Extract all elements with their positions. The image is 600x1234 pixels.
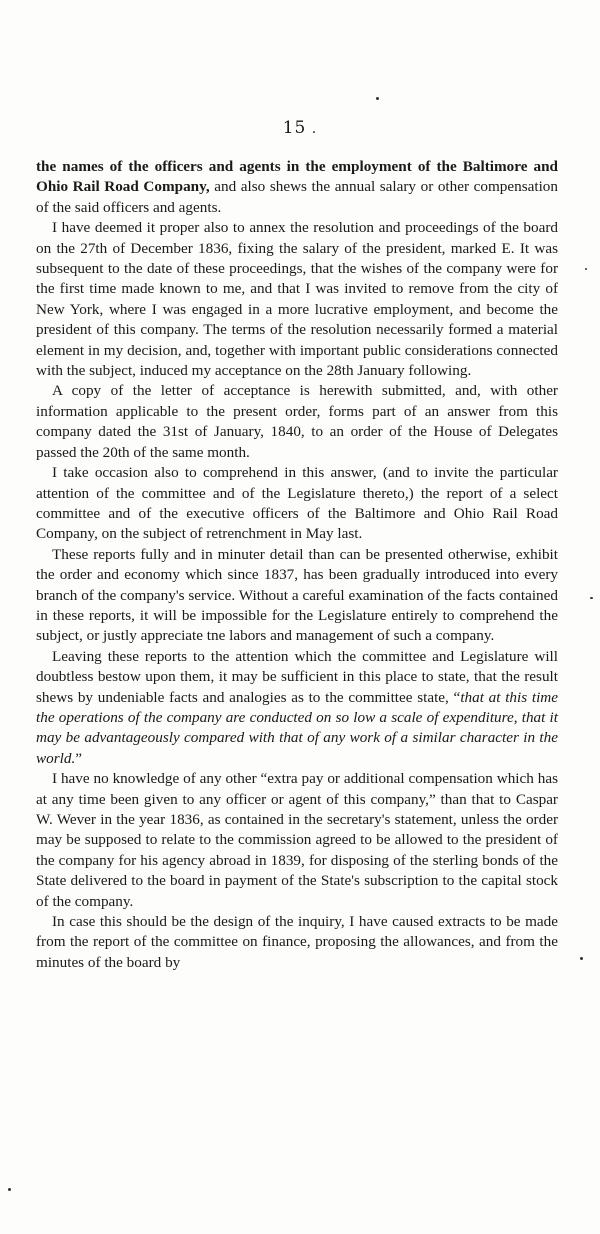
- page-number-text: 15: [282, 118, 307, 138]
- paragraph-5: These reports fully and in minuter detail than can be presented otherwise, exhibit the order and economy which since 1837, has been gradually introduced into every branch of the company's service. Without a careful examination of the facts contained in these reports, it will be impossible for the Legislature entirely to comprehend the subject, or justly appreciate tne labors and management of such a company.: [36, 545, 558, 645]
- paragraph-1: [36, 157, 558, 218]
- paragraph-3: A copy of the letter of acceptance is herewith submitted, and, with other information applicable to the present order, forms part of an answer from this company dated the 31st of January, 1840, to an order of the House of Delegates passed the 20th of the same month.: [36, 382, 558, 461]
- page-number-dot: .: [306, 121, 318, 137]
- paragraph-6: [36, 647, 558, 769]
- paragraph-6-italic-quote: that at this time the operations of the company are conducted on so low a scale of expenditure, that it may be advantageously compared with that of any work of a similar character in the world.: [36, 688, 559, 767]
- paragraph-7: I have no knowledge of any other “extra pay or additional compensation which has at any time been given to any officer or agent of this company,” than that to Caspar W. Wever in the year 1836, as contained in the secretary's statement, unless the order may be supposed to relate to the commission agreed to be allowed to the president of the company for his agency abroad in 1839, for disposing of the sterling bonds of the State delivered to the board in payment of the State's subscription to the capital stock of the company.: [36, 770, 558, 910]
- paragraph-6-text-after: ”: [75, 749, 82, 767]
- paragraph-1-text: and also shews the annual salary or other compensation of the said officers and agents.: [36, 178, 558, 216]
- paragraph-2: I have deemed it proper also to annex the resolution and proceedings of the board on the 27th of December 1836, fixing the salary of the president, marked E. It was subsequent to the date of these proceedings, that the wishes of the company were for the first time made known to me, and that I was invited to remove from the city of New York, where I was engaged in a more lucrative employment, and become the president of this company. The terms of the resolution necessarily formed a material element in my decision, and, together with important public considerations connected with the subject, induced my acceptance on the 28th January following.: [36, 219, 558, 380]
- print-speck: [585, 268, 587, 270]
- paragraph-8: In case this should be the design of the inquiry, I have caused extracts to be made from the report of the committee on finance, proposing the allowances, and from the minutes of the board by: [36, 913, 558, 971]
- print-speck: [580, 957, 583, 960]
- page-number: [0, 118, 600, 138]
- paragraph-6-text-before: Leaving these reports to the attention which the committee and Legislature will doubtless bestow upon them, it may be sufficient in this place to state, that the result shews by undeniable facts and analogies as to the committee state, “: [36, 647, 558, 706]
- print-speck: [590, 597, 593, 599]
- body-text: [36, 157, 558, 973]
- paragraph-1-bold-lead: the names of the officers and agents in the employment of the Baltimore and Ohio Rail Road Company,: [36, 158, 558, 196]
- print-speck: [8, 1188, 11, 1191]
- print-speck: [376, 97, 379, 100]
- paragraph-4: I take occasion also to comprehend in this answer, (and to invite the particular attention of the committee and of the Legislature thereto,) the report of a select committee and of the executive officers of the Baltimore and Ohio Rail Road Company, on the subject of retrenchment in May last.: [36, 464, 558, 543]
